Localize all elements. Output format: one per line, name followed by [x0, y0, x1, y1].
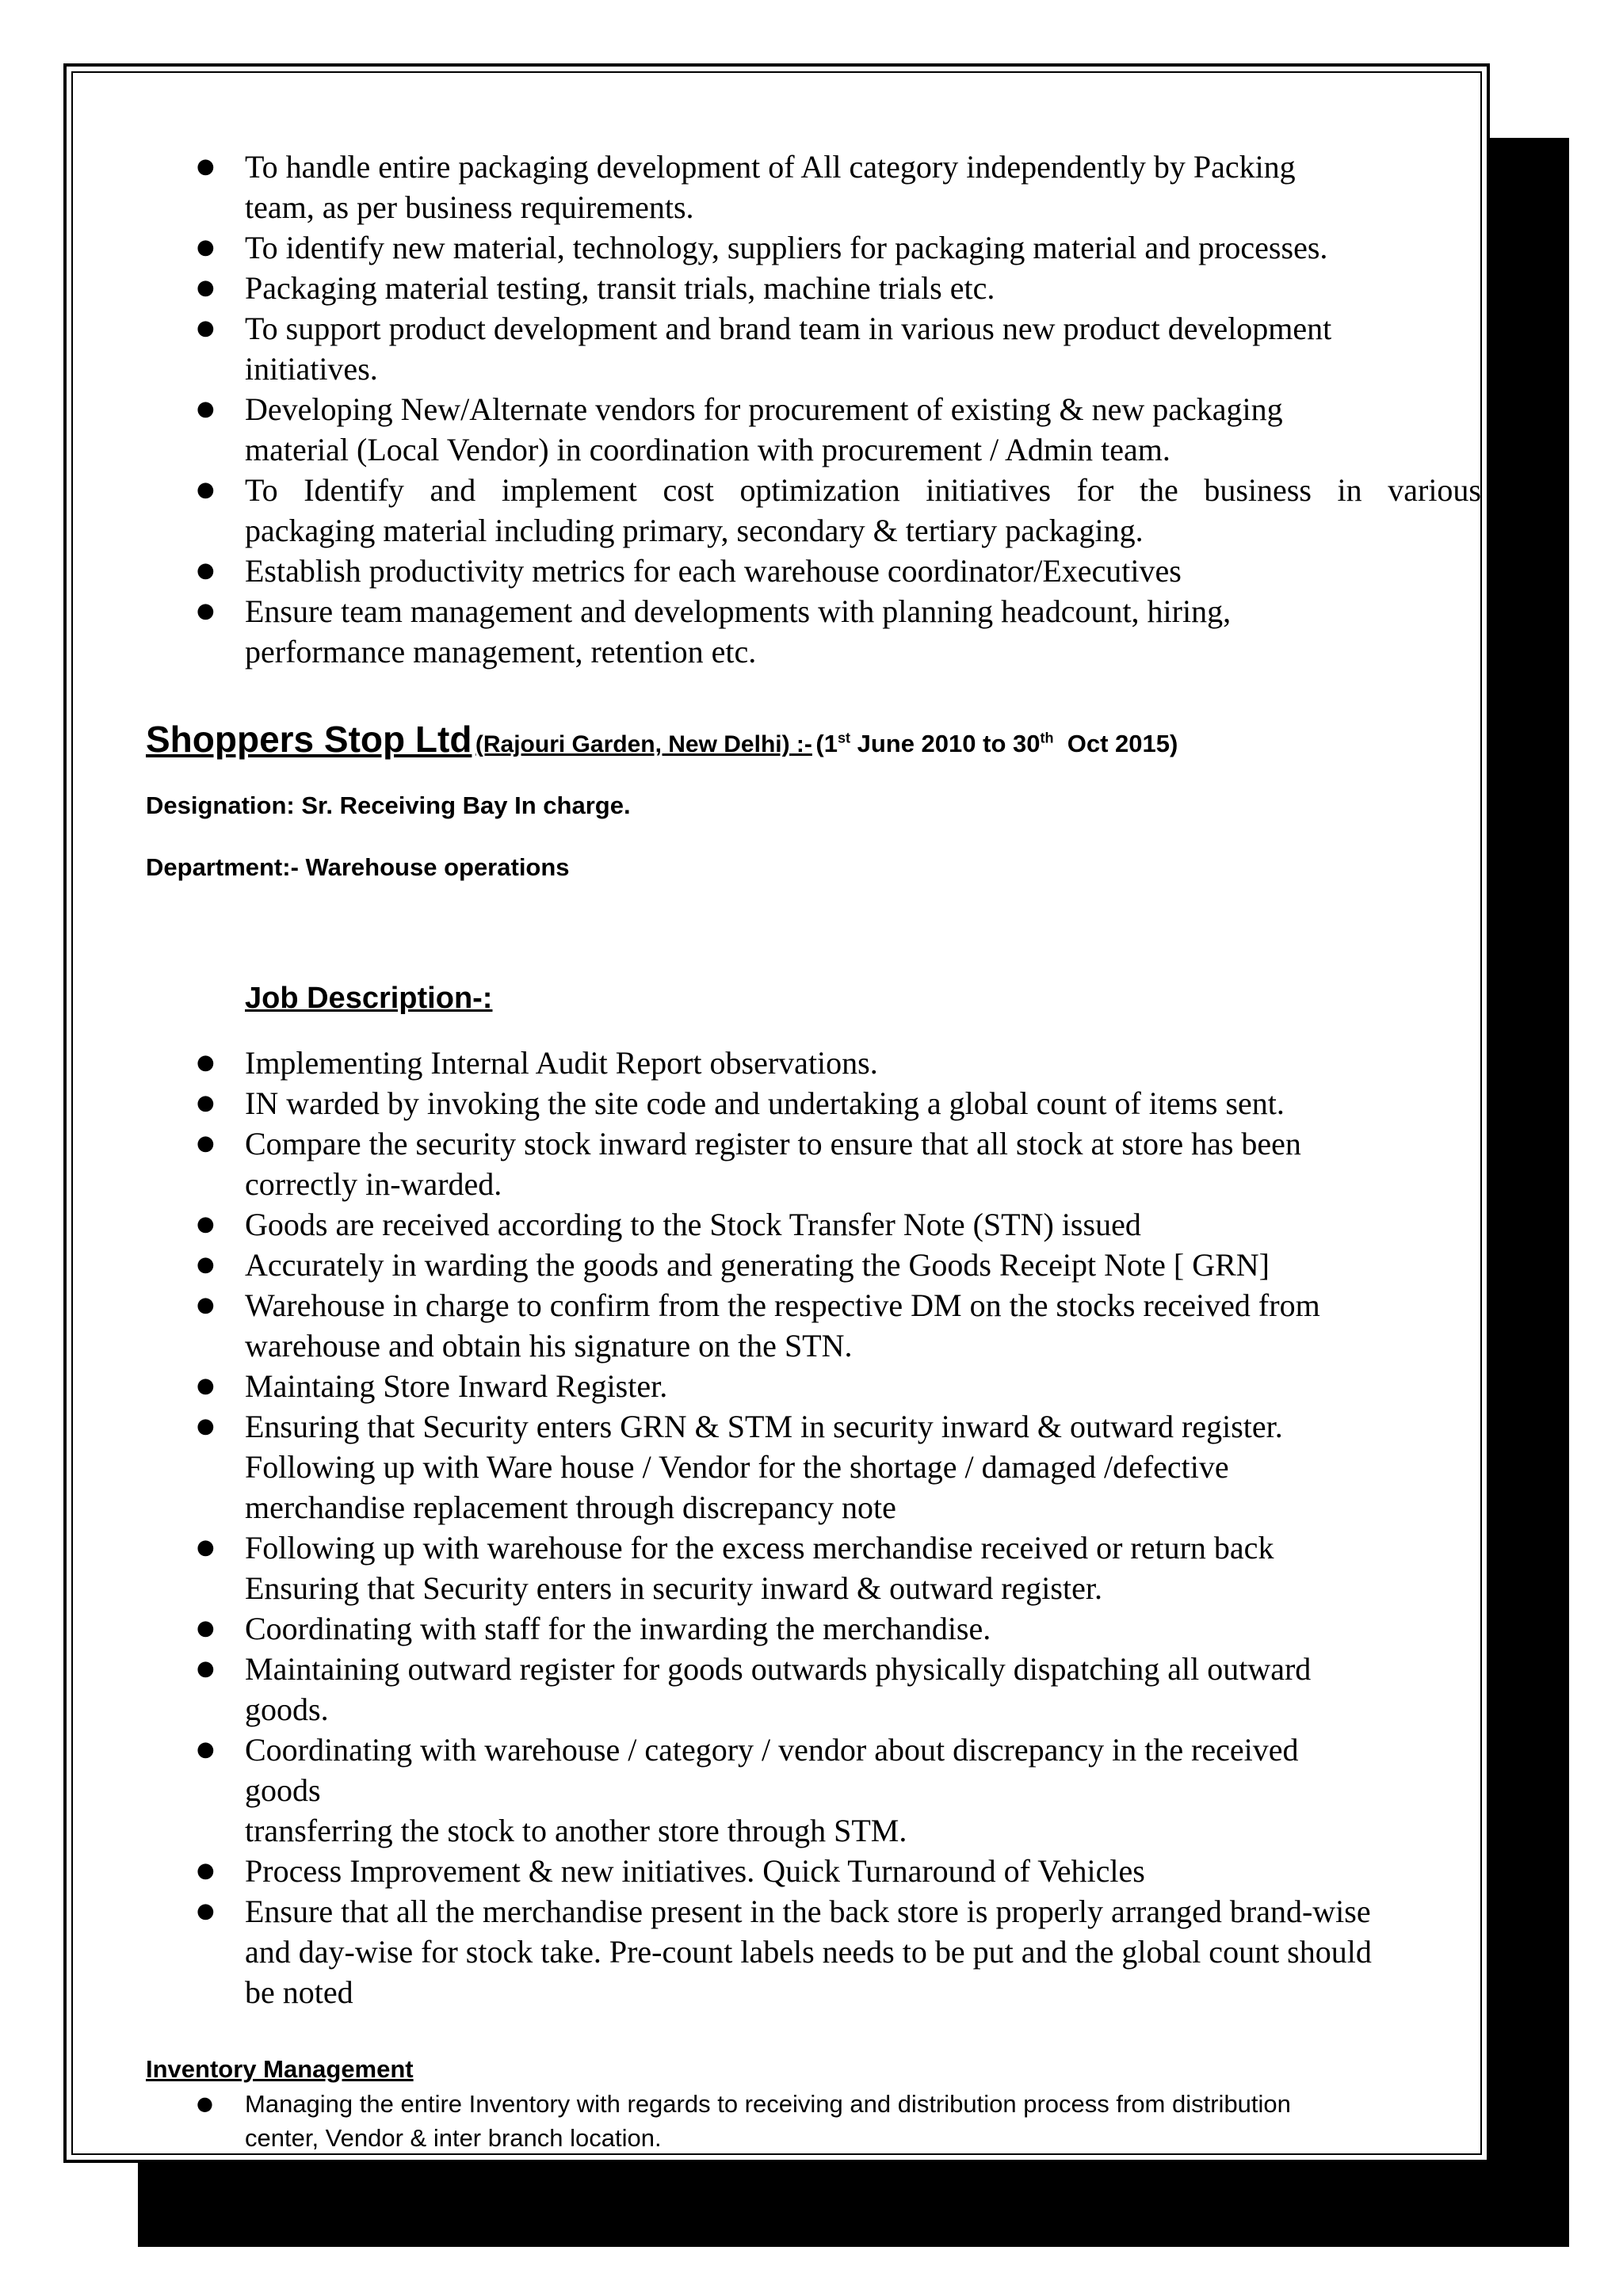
bullet-icon: ● — [197, 1131, 215, 1155]
bullet-icon: ● — [197, 1737, 215, 1761]
job-description-heading: Job Description-: — [245, 982, 493, 1015]
list-item: ● To support product development and brand team in various new product development initiatives. — [245, 308, 1481, 389]
bullet-icon: ● — [197, 559, 215, 582]
list-item: ● Coordinating with warehouse / category / vendor about discrepancy in the received goods transferring the stock to another store through STM. — [245, 1730, 1481, 1851]
company-name: Shoppers Stop Ltd — [146, 719, 472, 760]
bullet-icon: ● — [197, 1374, 215, 1398]
bullet-icon: ● — [197, 2092, 213, 2115]
list-item: ● Implementing Internal Audit Report observations. — [245, 1043, 1481, 1083]
bullet-icon: ● — [197, 1414, 215, 1438]
company-heading — [146, 718, 1178, 761]
list-item: ● Following up with warehouse for the excess merchandise received or return back Ensuring that Security enters in security inward & outward register. — [245, 1527, 1481, 1608]
bullet-icon: ● — [197, 1657, 215, 1680]
bullet-icon: ● — [197, 1051, 215, 1074]
company-location: (Rajouri Garden, New Delhi) :- — [475, 731, 812, 757]
page-content — [67, 67, 1487, 2160]
list-item: ● Packaging material testing, transit trials, machine trials etc. — [245, 268, 1481, 308]
list-item: ● Accurately in warding the goods and generating the Goods Receipt Note [ GRN] — [245, 1245, 1481, 1285]
bullet-icon: ● — [197, 276, 215, 299]
bullet-icon: ● — [197, 1091, 215, 1115]
bullet-icon: ● — [197, 1616, 215, 1640]
list-item: ● Ensure that all the merchandise present in the back store is properly arranged brand-wise and day-wise for stock take. Pre-count labels needs to be put and the global count should be noted — [245, 1891, 1481, 2012]
list-item: ● Maintaining outward register for goods outwards physically dispatching all outward goods. — [245, 1649, 1481, 1730]
list-item: ● Ensuring that Security enters GRN & STM in security inward & outward register. Following up with Ware house / Vendor for the shortage / damaged /defective merchandise replacement through discrepancy note — [245, 1406, 1481, 1527]
bullet-icon: ● — [197, 1212, 215, 1236]
bullet-icon: ● — [197, 599, 215, 623]
list-item: ● Warehouse in charge to confirm from the respective DM on the stocks received from warehouse and obtain his signature on the STN. — [245, 1285, 1481, 1366]
list-item: ● To identify new material, technology, suppliers for packaging material and processes. — [245, 227, 1481, 268]
bullet-icon: ● — [197, 1899, 215, 1923]
list-item: ● Developing New/Alternate vendors for procurement of existing & new packaging material (Local Vendor) in coordination with procurement / Admin team. — [245, 389, 1481, 470]
bullet-icon: ● — [197, 1859, 215, 1882]
list-item: ● Compare the security stock inward register to ensure that all stock at store has been correctly in-warded. — [245, 1123, 1481, 1204]
list-item: ● IN warded by invoking the site code and undertaking a global count of items sent. — [245, 1083, 1481, 1123]
inventory-management-heading: Inventory Management — [146, 2055, 414, 2083]
bullet-icon: ● — [197, 1535, 215, 1559]
bullet-icon: ● — [197, 1253, 215, 1276]
list-item: ● Managing the entire Inventory with regards to receiving and distribution process from distribution center, Vendor & inter branch location. — [245, 2087, 1481, 2155]
department: Department:- Warehouse operations — [146, 853, 570, 881]
bullet-icon: ● — [197, 478, 215, 502]
bullet-icon: ● — [197, 316, 215, 340]
list-item: ● Ensure team management and developments with planning headcount, hiring, performance management, retention etc. — [245, 591, 1481, 672]
document-page — [63, 63, 1490, 2163]
bullet-icon: ● — [197, 154, 215, 178]
list-item: ● Maintaing Store Inward Register. — [245, 1366, 1481, 1406]
bullet-icon: ● — [197, 235, 215, 259]
list-item: ● Establish productivity metrics for each warehouse coordinator/Executives — [245, 551, 1481, 591]
list-item: ● To handle entire packaging development of All category independently by Packing team, as per business requirements. — [245, 147, 1481, 227]
employment-dates: (1st June 2010 to 30th Oct 2015) — [815, 730, 1178, 757]
bullet-icon: ● — [197, 397, 215, 421]
list-item: ● Coordinating with staff for the inwarding the merchandise. — [245, 1608, 1481, 1649]
list-item: ● To Identify and implement cost optimization initiatives for the business in various packaging material including primary, secondary & tertiary packaging. — [245, 470, 1481, 551]
list-item: ● Goods are received according to the Stock Transfer Note (STN) issued — [245, 1204, 1481, 1245]
bullet-icon: ● — [197, 1293, 215, 1317]
list-item: ● Process Improvement & new initiatives. Quick Turnaround of Vehicles — [245, 1851, 1481, 1891]
designation: Designation: Sr. Receiving Bay In charge. — [146, 791, 631, 819]
